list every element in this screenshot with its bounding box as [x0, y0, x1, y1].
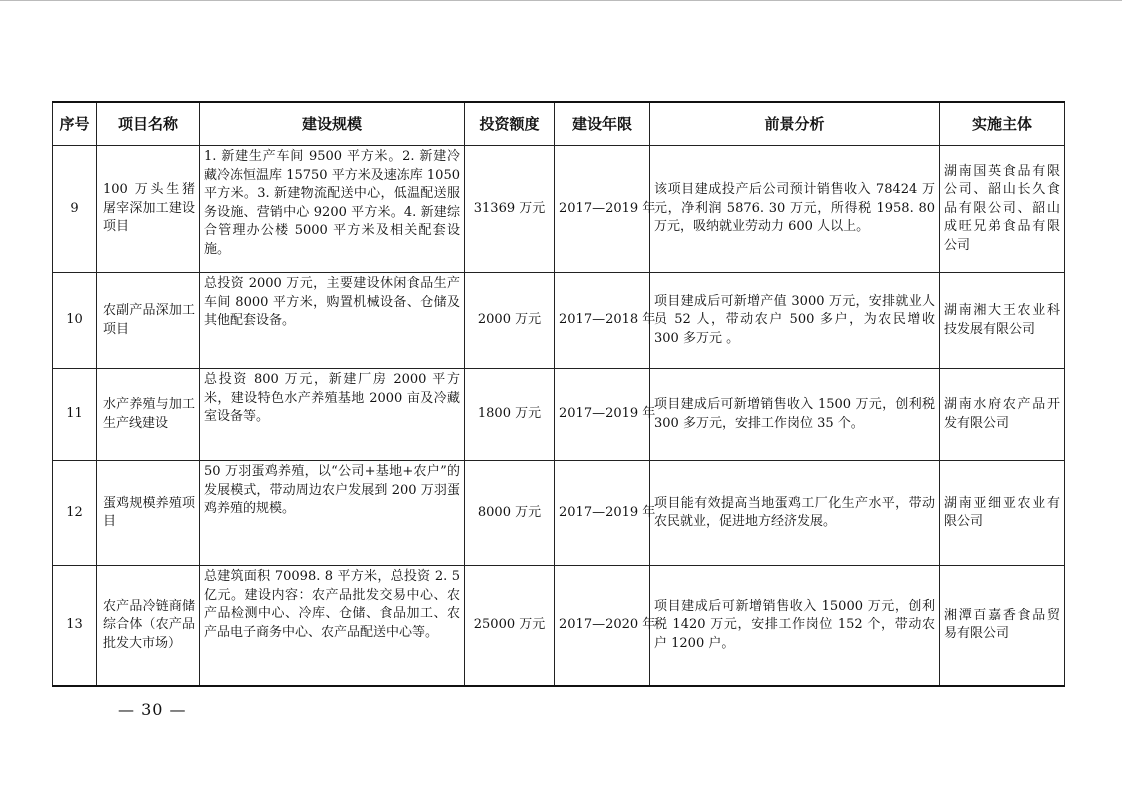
row-org: 湖南水府农产品开发有限公司 [940, 369, 1065, 461]
table-header-row [53, 102, 1065, 146]
row-amount: 8000 万元 [465, 461, 555, 566]
row-no: 13 [53, 566, 97, 686]
project-table [52, 101, 1065, 687]
header-org: 实施主体 [940, 102, 1065, 146]
table-row [53, 566, 1065, 686]
header-scale: 建设规模 [200, 102, 465, 146]
header-amount: 投资额度 [465, 102, 555, 146]
row-period: 2017—2019 年 [555, 146, 650, 273]
table-row [53, 273, 1065, 369]
row-no: 12 [53, 461, 97, 566]
page-corner-marks [0, 0, 1122, 12]
header-name: 项目名称 [97, 102, 200, 146]
row-amount: 25000 万元 [465, 566, 555, 686]
row-period: 2017—2019 年 [555, 369, 650, 461]
row-amount: 2000 万元 [465, 273, 555, 369]
row-scale: 总建筑面积 70098. 8 平方米，总投资 2. 5 亿元。建设内容：农产品批发交易中心、农产品检测中心、冷库、仓储、食品加工、农产品电子商务中心、农产品配送中心等。 [200, 566, 465, 686]
row-org: 湖南亚细亚农业有限公司 [940, 461, 1065, 566]
row-period: 2017—2020 年 [555, 566, 650, 686]
table-row [53, 369, 1065, 461]
row-org: 湖南国英食品有限公司、韶山长久食品有限公司、韶山成旺兄弟食品有限公司 [940, 146, 1065, 273]
row-period: 2017—2018 年 [555, 273, 650, 369]
page-number: — 30 — [118, 700, 187, 719]
row-analysis: 项目建成后可新增销售收入 15000 万元，创利税 1420 万元，安排工作岗位 152 个，带动农户 1200 户。 [650, 566, 940, 686]
table-row [53, 461, 1065, 566]
row-no: 9 [53, 146, 97, 273]
row-scale: 总投资 2000 万元，主要建设休闲食品生产车间 8000 平方米，购置机械设备、仓储及其他配套设备。 [200, 273, 465, 369]
row-scale: 总投资 800 万元，新建厂房 2000 平方米，建设特色水产养殖基地 2000 亩及冷藏室设备等。 [200, 369, 465, 461]
project-table-container [52, 101, 1064, 682]
row-project-name: 水产养殖与加工生产线建设 [97, 369, 200, 461]
row-amount: 1800 万元 [465, 369, 555, 461]
header-no: 序号 [53, 102, 97, 146]
row-period: 2017—2019 年 [555, 461, 650, 566]
row-analysis: 该项目建成投产后公司预计销售收入 78424 万元，净利润 5876. 30 万元，所得税 1958. 80 万元，吸纳就业劳动力 600 人以上。 [650, 146, 940, 273]
row-project-name: 蛋鸡规模养殖项目 [97, 461, 200, 566]
row-project-name: 农产品冷链商储综合体（农产品批发大市场） [97, 566, 200, 686]
row-scale: 50 万羽蛋鸡养殖，以“公司+基地+农户”的发展模式，带动周边农户发展到 200 万羽蛋鸡养殖的规模。 [200, 461, 465, 566]
row-no: 11 [53, 369, 97, 461]
row-org: 湖南湘大王农业科技发展有限公司 [940, 273, 1065, 369]
row-scale: 1. 新建生产车间 9500 平方米。2. 新建冷藏冷冻恒温库 15750 平方米及速冻库 1050 平方米。3. 新建物流配送中心，低温配送服务设施、营销中心 9200 平方米。4. 新建综合管理办公楼 5000 平方米及相关配套设施。 [200, 146, 465, 273]
row-amount: 31369 万元 [465, 146, 555, 273]
header-period: 建设年限 [555, 102, 650, 146]
table-row [53, 146, 1065, 273]
row-no: 10 [53, 273, 97, 369]
header-analysis: 前景分析 [650, 102, 940, 146]
row-analysis: 项目建成后可新增产值 3000 万元，安排就业人员 52 人，带动农户 500 多户，为农民增收 300 多万元 。 [650, 273, 940, 369]
row-org: 湘潭百嘉香食品贸易有限公司 [940, 566, 1065, 686]
row-project-name: 农副产品深加工项目 [97, 273, 200, 369]
row-analysis: 项目建成后可新增销售收入 1500 万元，创利税 300 多万元，安排工作岗位 35 个。 [650, 369, 940, 461]
row-project-name: 100 万头生猪屠宰深加工建设项目 [97, 146, 200, 273]
row-analysis: 项目能有效提高当地蛋鸡工厂化生产水平，带动农民就业，促进地方经济发展。 [650, 461, 940, 566]
